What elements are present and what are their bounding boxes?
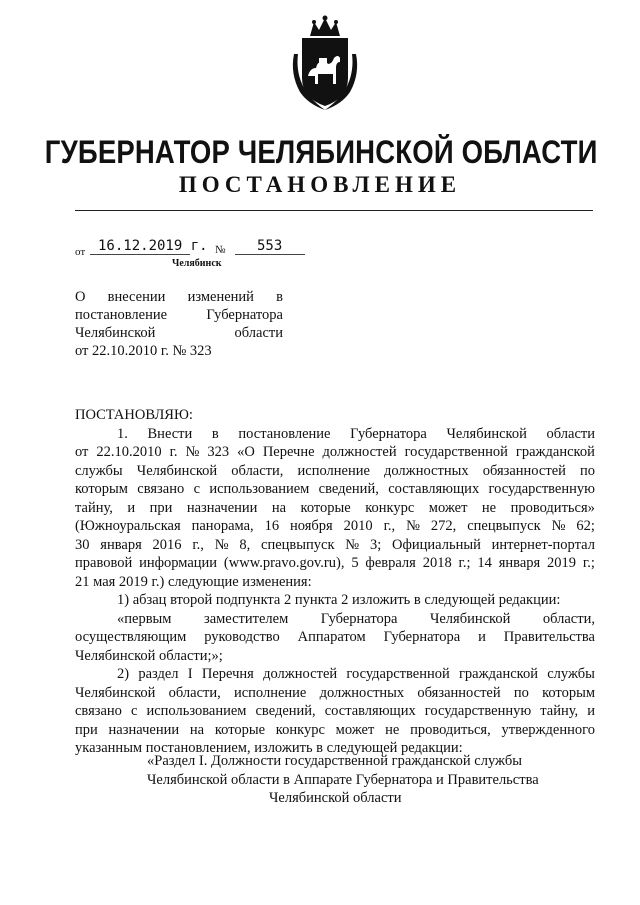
text-line <box>75 480 595 499</box>
word: № <box>551 518 566 534</box>
section-heading-line-2: Челябинской области в Аппарате Губернатора и Правительства <box>147 771 539 788</box>
word: проводиться, <box>410 721 491 738</box>
word: 2010 <box>343 518 373 534</box>
text-line <box>75 610 595 629</box>
section-heading-line-3: Челябинской области <box>269 790 402 806</box>
word: г., <box>383 518 396 534</box>
word: использованием <box>146 703 247 719</box>
word: 2016 <box>152 536 182 553</box>
word: Губернатора <box>350 425 427 442</box>
word: 14 <box>477 555 492 571</box>
word: Аппаратом <box>297 629 366 645</box>
word: Перечня <box>201 666 254 682</box>
word: января <box>100 536 142 553</box>
word: исполнение <box>297 462 370 479</box>
word: составляющих <box>324 703 416 719</box>
word: Губернатора <box>383 629 461 645</box>
word: заместителем <box>203 610 289 627</box>
document-number: 553 <box>235 238 305 255</box>
word: информации <box>139 555 218 571</box>
word: руководство <box>204 629 280 645</box>
word: которые <box>214 721 266 738</box>
word: Челябинской <box>136 462 218 479</box>
word: февраля <box>365 555 416 571</box>
word: связано <box>75 703 122 719</box>
word: должностных <box>384 462 469 479</box>
text-line <box>75 721 595 740</box>
word: государственную <box>424 703 532 719</box>
word: области <box>546 425 595 442</box>
word: государственной <box>404 444 508 460</box>
word: Перечне <box>262 444 315 460</box>
text-line <box>75 462 595 481</box>
text-line <box>75 425 595 444</box>
word: составляющих <box>388 481 480 497</box>
word: осуществляющим <box>75 629 187 645</box>
item-2-text <box>75 665 595 739</box>
word: которым <box>75 481 128 497</box>
text-line <box>75 536 595 555</box>
word: № <box>185 444 200 460</box>
word: 16 <box>264 518 280 534</box>
word: Официальный <box>392 536 481 553</box>
word: Челябинской <box>75 684 156 701</box>
word: обязанностей <box>482 462 566 479</box>
text-line <box>75 702 595 721</box>
header-divider <box>75 210 593 211</box>
word: панорама, <box>191 518 254 534</box>
subject-line: О внесении изменений в <box>75 289 283 305</box>
word: может <box>428 499 468 516</box>
word: г., <box>192 536 204 553</box>
word: г.; <box>582 555 595 571</box>
word: 22.10.2010 <box>96 444 162 460</box>
word: с <box>130 703 138 719</box>
word: на <box>189 721 205 738</box>
word: 1. <box>117 425 128 442</box>
word: правовой <box>75 555 133 571</box>
word: 272, <box>430 518 457 534</box>
word: (www.pravo.gov.ru), <box>223 555 345 571</box>
word: назначении <box>108 721 180 738</box>
word: гражданской <box>458 666 538 682</box>
word: должностей <box>322 444 397 460</box>
word: на <box>271 499 287 516</box>
word: № <box>406 518 420 534</box>
word: службы <box>75 462 123 479</box>
word: от <box>75 444 89 460</box>
document-title: ГУБЕРНАТОР ЧЕЛЯБИНСКОЙ ОБЛАСТИ <box>44 134 598 170</box>
word: ноября <box>290 518 333 534</box>
word: по <box>513 684 529 701</box>
word: и <box>587 703 595 719</box>
word: Внести <box>147 425 193 442</box>
word: 2019 <box>547 555 577 571</box>
word: спецвыпуск <box>467 518 541 534</box>
word: г. <box>169 444 178 460</box>
word: сведений, <box>255 703 316 719</box>
document-type: ПОСТАНОВЛЕНИЕ <box>178 172 462 197</box>
word: государственную <box>488 481 595 497</box>
word: января <box>498 555 541 571</box>
word: тайну, <box>540 703 579 719</box>
word: проводиться» <box>510 499 595 516</box>
item-1-text <box>75 610 595 647</box>
subject-line: Челябинской области <box>75 325 283 341</box>
word: 5 <box>351 555 359 571</box>
word: сведений, <box>318 481 379 497</box>
section-heading-line-1: «Раздел I. Должности государственной гражданской службы <box>147 753 522 769</box>
paragraph-1-last-line: 21 мая 2019 г.) следующие изменения: <box>75 573 312 590</box>
word: по <box>579 462 595 479</box>
word: 30 <box>75 536 90 553</box>
word: должностных <box>319 684 405 701</box>
number-label: № <box>215 244 226 256</box>
word: «первым <box>117 610 172 627</box>
word: связано <box>137 481 185 497</box>
word: Правительства <box>503 629 595 645</box>
decree-word: ПОСТАНОВЛЯЮ: <box>75 407 193 423</box>
word: обязанностей <box>417 684 501 701</box>
subject-line: постановление Губернатора <box>75 307 283 323</box>
word: интернет-портал <box>491 536 595 553</box>
coat-of-arms-emblem <box>288 14 362 114</box>
word: утвержденного <box>501 721 595 738</box>
word: области, <box>231 462 284 479</box>
text-line <box>75 499 595 518</box>
word: исполнение <box>233 684 307 701</box>
word: тайну, <box>75 499 113 516</box>
date-prefix: от <box>75 246 86 258</box>
document-date: 16.12.2019 г. <box>90 238 190 255</box>
word: не <box>385 721 400 738</box>
word: 3; <box>369 536 382 553</box>
word: 2) <box>117 666 130 682</box>
word: Губернатора <box>320 610 398 627</box>
word: должностей <box>263 666 338 682</box>
text-line <box>75 628 595 647</box>
word: раздел <box>138 666 179 682</box>
word: и <box>127 499 136 516</box>
word: при <box>149 499 173 516</box>
word: 8, <box>239 536 251 553</box>
paragraph-1 <box>75 425 595 573</box>
word: и <box>478 629 486 645</box>
text-line <box>75 554 595 573</box>
word: 62; <box>576 518 595 534</box>
word: при <box>75 721 98 738</box>
word: может <box>335 721 375 738</box>
word: конкурс <box>365 499 415 516</box>
document-subject <box>75 288 283 360</box>
word: использованием <box>209 481 310 497</box>
word: 2018 <box>422 555 452 571</box>
word: «О <box>237 444 255 460</box>
item-1-intro: 1) абзац второй подпункта 2 пункта 2 изложить в следующей редакции: <box>117 592 561 608</box>
item-1-last-line: Челябинской области;»; <box>75 647 223 664</box>
word: области, <box>542 610 595 627</box>
text-line <box>75 665 595 684</box>
word: государственной <box>346 666 450 682</box>
word: I <box>187 666 193 682</box>
word: назначении <box>186 499 258 516</box>
word: № <box>345 536 360 553</box>
word: спецвыпуск <box>261 536 335 553</box>
text-line <box>75 517 595 536</box>
word: (Южноуральская <box>75 518 181 534</box>
word: № <box>214 536 229 553</box>
word: Челябинской <box>429 610 511 627</box>
word: которые <box>300 499 351 516</box>
word: конкурс <box>275 721 325 738</box>
word: с <box>193 481 200 497</box>
document-body <box>75 406 595 758</box>
word: в <box>211 425 219 442</box>
text-line <box>75 684 595 703</box>
word: Челябинской <box>446 425 527 442</box>
subject-line: от 22.10.2010 г. № 323 <box>75 343 212 359</box>
text-line <box>75 443 595 462</box>
city-name: Челябинск <box>172 258 222 269</box>
word: постановление <box>238 425 331 442</box>
word: службы <box>547 666 595 682</box>
item-2-last-line: указанным постановлением, изложить в следующей редакции: <box>75 740 463 756</box>
word: г.; <box>458 555 471 571</box>
word: 323 <box>207 444 230 460</box>
word: области, <box>168 684 221 701</box>
word: гражданской <box>515 444 595 460</box>
word: не <box>481 499 497 516</box>
word: которым <box>542 684 595 701</box>
